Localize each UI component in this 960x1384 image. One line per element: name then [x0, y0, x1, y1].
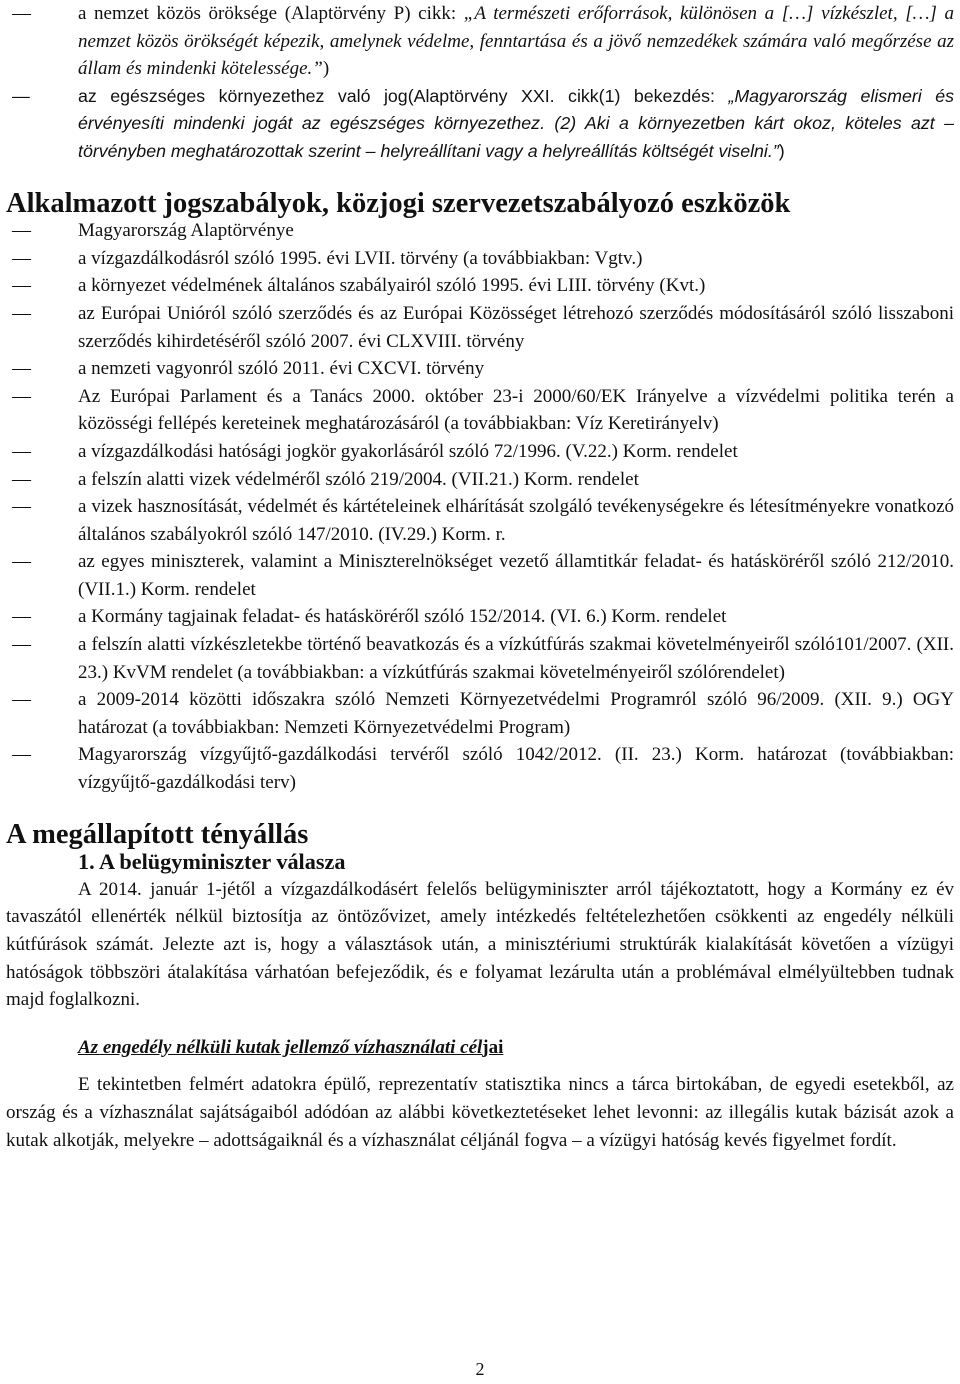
- law-text: a vízgazdálkodási hatósági jogkör gyakorlásáról szóló 72/1996. (V.22.) Korm. rendelet: [78, 440, 738, 462]
- dash-bullet-icon: [12, 0, 46, 28]
- dash-bullet-icon: [12, 83, 46, 111]
- dash-bullet-icon: [12, 686, 46, 714]
- minister-paragraph: A 2014. január 1-jétől a vízgazdálkodásért felelős belügyminiszter arról tájékoztatott, hogy a Kormány ez év tavaszától ellenérték nélkül biztosítja az öntözővizet, amely intézkedés feltételezhetően csökkenti az engedély nélküli kútfúrások számát. Jelezte azt is, hogy a választások után, a minisztériumi struktúrák kialakítását követően a vízügyi hatóságok többszöri átalakítása várhatóan befejeződik, és e folyamat lezárulta után a problémával elmélyültebben tudnak majd foglalkozni.: [6, 878, 954, 1011]
- dash-bullet-icon: [12, 438, 46, 466]
- law-text: a vízgazdálkodásról szóló 1995. évi LVII. törvény (a továbbiakban: Vgtv.): [78, 247, 643, 269]
- law-list-item: [6, 383, 954, 438]
- dash-bullet-icon: [12, 300, 46, 328]
- constitution-quotes-list: [6, 0, 954, 166]
- law-text: a nemzeti vagyonról szóló 2011. évi CXCVI. törvény: [78, 358, 485, 380]
- law-text: a felszín alatti vízkészletekbe történő beavatkozás és a vízkútfúrás szakmai követelményeiről szóló101/2007. (XII. 23.) KvVM rendelet (a továbbiakban: a vízkútfúrás szakmai követelményeiről szólórendelet): [78, 634, 954, 683]
- facts-heading: A megállapított tényállás: [6, 818, 309, 850]
- law-list-item: [6, 466, 954, 494]
- dash-bullet-icon: [12, 631, 46, 659]
- law-text: az egyes miniszterek, valamint a Miniszterelnökséget vezető államtitkár feladat- és hatásköréről szóló 212/2010. (VII.1.) Korm. rendelet: [78, 551, 954, 600]
- law-list-item: [6, 300, 954, 355]
- list-item: — az egészséges környezethez való jog(Alaptörvény XXI. cikk(1) bekezdés: „Magyarország elismeri és érvényesíti mindenki jogát az egészséges környezethez. (2) Aki a környezetben kárt okoz, köteles azt – törvényben meghatározottak szerint – helyreállítani vagy a helyreállítás költségét viselni.”): [6, 83, 954, 166]
- dash-bullet-icon: [12, 548, 46, 576]
- law-text: a felszín alatti vizek védelméről szóló 219/2004. (VII.21.) Korm. rendelet: [78, 468, 639, 490]
- law-list-item: [6, 438, 954, 466]
- quoted-text: „Magyarország elismeri és érvényesíti mindenki jogát az egészséges környezethez. (2) Aki a környezetben kárt okoz, köteles azt – törvényben meghatározottak szerint – helyreállítani vagy a helyreállítás költségét viselni.”: [78, 85, 955, 161]
- laws-heading: Alkalmazott jogszabályok, közjogi szervezetszabályozó eszközök: [6, 187, 791, 219]
- list-item: — a nemzet közös öröksége (Alaptörvény P) cikk: „A természeti erőforrások, különösen a […] vízkészlet, […] a nemzet közös örökségét képezik, amelynek védelme, fenntartása és a jövő nemzedékek számára való megőrzése az állam és mindenki kötelessége.”): [6, 0, 954, 83]
- quoted-text: „A természeti erőforrások, különösen a […] vízkészlet, […] a nemzet közös örökségét képezik, amelynek védelme, fenntartása és a jövő nemzedékek számára való megőrzése az állam és mindenki kötelessége.”: [78, 3, 955, 80]
- law-list-item: [6, 631, 954, 686]
- law-text: Magyarország vízgyűjtő-gazdálkodási tervéről szóló 1042/2012. (II. 23.) Korm. határozat (továbbiakban: vízgyűjtő-gazdálkodási terv): [78, 744, 954, 794]
- minister-heading: 1. A belügyminiszter válasza: [78, 849, 346, 875]
- law-list-item: [6, 548, 954, 603]
- law-text: Az Európai Parlament és a Tanács 2000. október 23-i 2000/60/EK Irányelve a vízvédelmi politika terén a közösségi fellépés kereteinek meghatározásáról (a továbbiakban: Víz Keretirányelv): [78, 385, 954, 435]
- dash-bullet-icon: [12, 741, 46, 769]
- law-text: a 2009-2014 közötti időszakra szóló Nemzeti Környezetvédelmi Programról szóló 96/2009. (XII. 9.) OGY határozat (a továbbiakban: Nemzeti Környezetvédelmi Program): [78, 689, 954, 738]
- law-list-item: [6, 272, 954, 300]
- law-text: Magyarország Alaptörvénye: [78, 220, 294, 242]
- law-list-item: [6, 355, 954, 383]
- document-body: [6, 0, 954, 1154]
- dash-bullet-icon: [12, 466, 46, 494]
- law-text: a vizek hasznosítását, védelmét és kártételeinek elhárítását szolgáló tevékenységekre és létesítményekre vonatkozó általános szabályokról szóló 147/2010. (IV.29.) Korm. r.: [78, 496, 954, 545]
- dash-bullet-icon: [12, 383, 46, 411]
- dash-bullet-icon: [12, 355, 46, 383]
- law-text: a Kormány tagjainak feladat- és hatásköréről szóló 152/2014. (VI. 6.) Korm. rendelet: [78, 606, 727, 628]
- dash-bullet-icon: [12, 272, 46, 300]
- law-list-item: [6, 603, 954, 631]
- dash-bullet-icon: [12, 603, 46, 631]
- wells-heading: Az engedély nélküli kutak jellemző vízhasználati céljai: [78, 1036, 504, 1058]
- law-text: a környezet védelmének általános szabályairól szóló 1995. évi LIII. törvény (Kvt.): [78, 275, 706, 297]
- law-list-item: [6, 245, 954, 273]
- wells-paragraph: E tekintetben felmért adatokra épülő, reprezentatív statisztika nincs a tárca birtokában, de egyedi esetekből, az ország és a vízhasználat sajátságaiból adódóan az alábbi következtetéseket lehet levonni: az illegális kutak bázisát azok a kutak alkotják, melyekre – adottságaiknál és a vízhasználat céljánál fogva – a vízügyi hatóság kevés figyelmet fordít.: [6, 1074, 954, 1151]
- dash-bullet-icon: [12, 245, 46, 273]
- law-list-item: [6, 493, 954, 548]
- law-list-item: [6, 686, 954, 741]
- dash-bullet-icon: [12, 217, 46, 245]
- law-text: az Európai Unióról szóló szerződés és az Európai Közösséget létrehozó szerződés módosításáról szóló lisszaboni szerződés kihirdetéséről szóló 2007. évi CLXVIII. törvény: [78, 302, 954, 352]
- law-list-item: [6, 217, 954, 245]
- page-number: 2: [475, 1359, 485, 1379]
- law-list-item: [6, 741, 954, 796]
- laws-list: [6, 217, 954, 796]
- dash-bullet-icon: [12, 493, 46, 521]
